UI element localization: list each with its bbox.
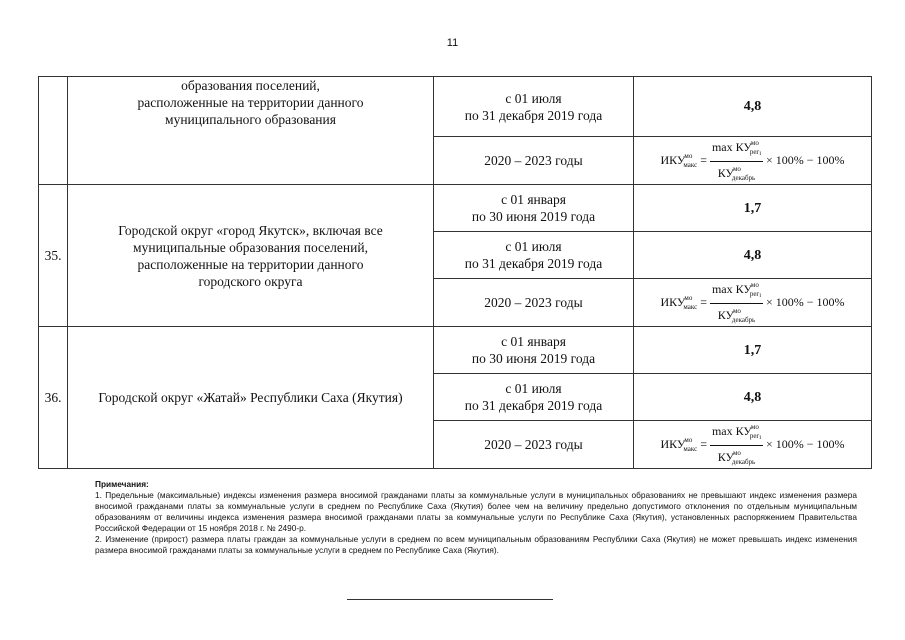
formula-fraction bbox=[710, 279, 763, 326]
period-cell: с 01 июля по 31 декабря 2019 года bbox=[434, 374, 634, 421]
index-formula bbox=[660, 421, 844, 468]
denominator-sup: мо bbox=[732, 165, 741, 173]
numerator-sup: мо bbox=[750, 139, 759, 147]
formula-lhs-sub: макс bbox=[683, 160, 698, 169]
page-number: 11 bbox=[446, 37, 459, 49]
note-1 bbox=[95, 490, 857, 534]
numerator-sub-i: i bbox=[759, 435, 761, 441]
denominator-sup: мо bbox=[732, 307, 741, 315]
numerator-sup: мо bbox=[750, 423, 759, 431]
period-cell: с 01 января по 30 июня 2019 года bbox=[434, 327, 634, 374]
numerator-sup: мо bbox=[750, 281, 759, 289]
index-formula bbox=[660, 279, 844, 326]
tariff-index-table bbox=[38, 76, 872, 469]
formula-denominator bbox=[716, 162, 758, 184]
period-cell: 2020 – 2023 годы bbox=[434, 137, 634, 185]
numerator-sub: рег bbox=[749, 432, 760, 440]
formula-denominator bbox=[716, 304, 758, 326]
numerator-sub: рег bbox=[749, 290, 760, 298]
index-value-cell: 1,7 bbox=[634, 327, 872, 374]
period-cell: с 01 января по 30 июня 2019 года bbox=[434, 185, 634, 232]
formula-denominator bbox=[716, 446, 758, 468]
index-formula bbox=[660, 137, 844, 184]
formula-lhs-text: ИКУ bbox=[660, 436, 686, 451]
formula-lhs-sub: макс bbox=[683, 302, 698, 311]
formula-lhs bbox=[660, 432, 697, 458]
period-cell: с 01 июля по 31 декабря 2019 года bbox=[434, 77, 634, 137]
table-row bbox=[39, 77, 872, 137]
formula-tail: × 100% − 100% bbox=[765, 153, 845, 167]
equals-sign: = bbox=[700, 295, 707, 309]
formula-numerator bbox=[710, 279, 763, 304]
formula-lhs-sub: макс bbox=[683, 444, 698, 453]
denominator-sub: декабрь bbox=[731, 458, 756, 466]
period-cell: с 01 июля по 31 декабря 2019 года bbox=[434, 232, 634, 279]
row-number: 36. bbox=[39, 327, 68, 469]
numerator-text: max КУ bbox=[711, 424, 752, 438]
formula-numerator bbox=[710, 421, 763, 446]
numerator-sub-i: i bbox=[759, 151, 761, 157]
denominator-text: КУ bbox=[717, 166, 734, 180]
formula-lhs-sup: мо bbox=[684, 293, 693, 302]
denominator-text: КУ bbox=[717, 308, 734, 322]
denominator-sub: декабрь bbox=[731, 174, 756, 182]
denominator-sub: декабрь bbox=[731, 316, 756, 324]
formula-lhs-sup: мо bbox=[684, 435, 693, 444]
period-cell: 2020 – 2023 годы bbox=[434, 279, 634, 327]
note-2-text: 2. Изменение (прирост) размера платы граждан за коммунальные услуги в среднем по всем муниципальным образованиям Республики Саха (Якутия) не может превышать индекс изменения размера вносимой гражданами платы за коммунальные услуги в среднем по Республике Саха (Якутия). bbox=[95, 534, 857, 555]
numerator-sub-i: i bbox=[759, 293, 761, 299]
formula-tail: × 100% − 100% bbox=[765, 295, 845, 309]
row-number: 35. bbox=[39, 185, 68, 327]
numerator-text: max КУ bbox=[711, 282, 752, 296]
table-row bbox=[39, 327, 872, 374]
formula-lhs bbox=[660, 290, 697, 316]
equals-sign: = bbox=[700, 153, 707, 167]
numerator-text: max КУ bbox=[711, 140, 752, 154]
formula-fraction bbox=[710, 421, 763, 468]
footer-rule bbox=[347, 599, 553, 600]
formula-lhs bbox=[660, 148, 697, 174]
equals-sign: = bbox=[700, 437, 707, 451]
index-value-cell: 4,8 bbox=[634, 232, 872, 279]
table-row bbox=[39, 185, 872, 232]
denominator-sup: мо bbox=[732, 449, 741, 457]
note-2 bbox=[95, 534, 857, 556]
territory-cell: Городской округ «Жатай» Республики Саха (Якутия) bbox=[68, 327, 434, 469]
index-value-cell: 4,8 bbox=[634, 374, 872, 421]
note-1-text: 1. Предельные (максимальные) индексы изменения размера вносимой гражданами платы за коммунальные услуги в муниципальных образованиях не превышают индекс изменения размера вносимой гражданами платы за коммунальные услуги в среднем по Республике Саха (Якутия) более чем на величину предельно допустимого отклонения по отдельным муниципальным образованиям от величины индекса изменения размера вносимой гражданами платы за коммунальные услуги по Республике Саха (Якутия), установленных распоряжением Правительства Российской Федерации от 15 ноября 2018 г. № 2490-р. bbox=[95, 490, 857, 533]
formula-numerator bbox=[710, 137, 763, 162]
formula-fraction bbox=[710, 137, 763, 184]
row-number bbox=[39, 77, 68, 185]
territory-cell: Городской округ «город Якутск», включая все муниципальные образования поселений, расположенные на территории данного городского округа bbox=[68, 185, 434, 327]
index-formula-cell bbox=[634, 421, 872, 469]
notes-heading: Примечания: bbox=[95, 479, 149, 489]
index-formula-cell bbox=[634, 279, 872, 327]
denominator-text: КУ bbox=[717, 450, 734, 464]
notes-section bbox=[95, 479, 857, 556]
period-cell: 2020 – 2023 годы bbox=[434, 421, 634, 469]
index-value-cell: 4,8 bbox=[634, 77, 872, 137]
index-value-cell: 1,7 bbox=[634, 185, 872, 232]
territory-cell: образования поселений, расположенные на территории данного муниципального образования bbox=[68, 77, 434, 185]
formula-lhs-sup: мо bbox=[684, 151, 693, 160]
numerator-sub: рег bbox=[749, 148, 760, 156]
index-formula-cell bbox=[634, 137, 872, 185]
formula-lhs-text: ИКУ bbox=[660, 152, 686, 167]
formula-tail: × 100% − 100% bbox=[765, 437, 845, 451]
formula-lhs-text: ИКУ bbox=[660, 294, 686, 309]
